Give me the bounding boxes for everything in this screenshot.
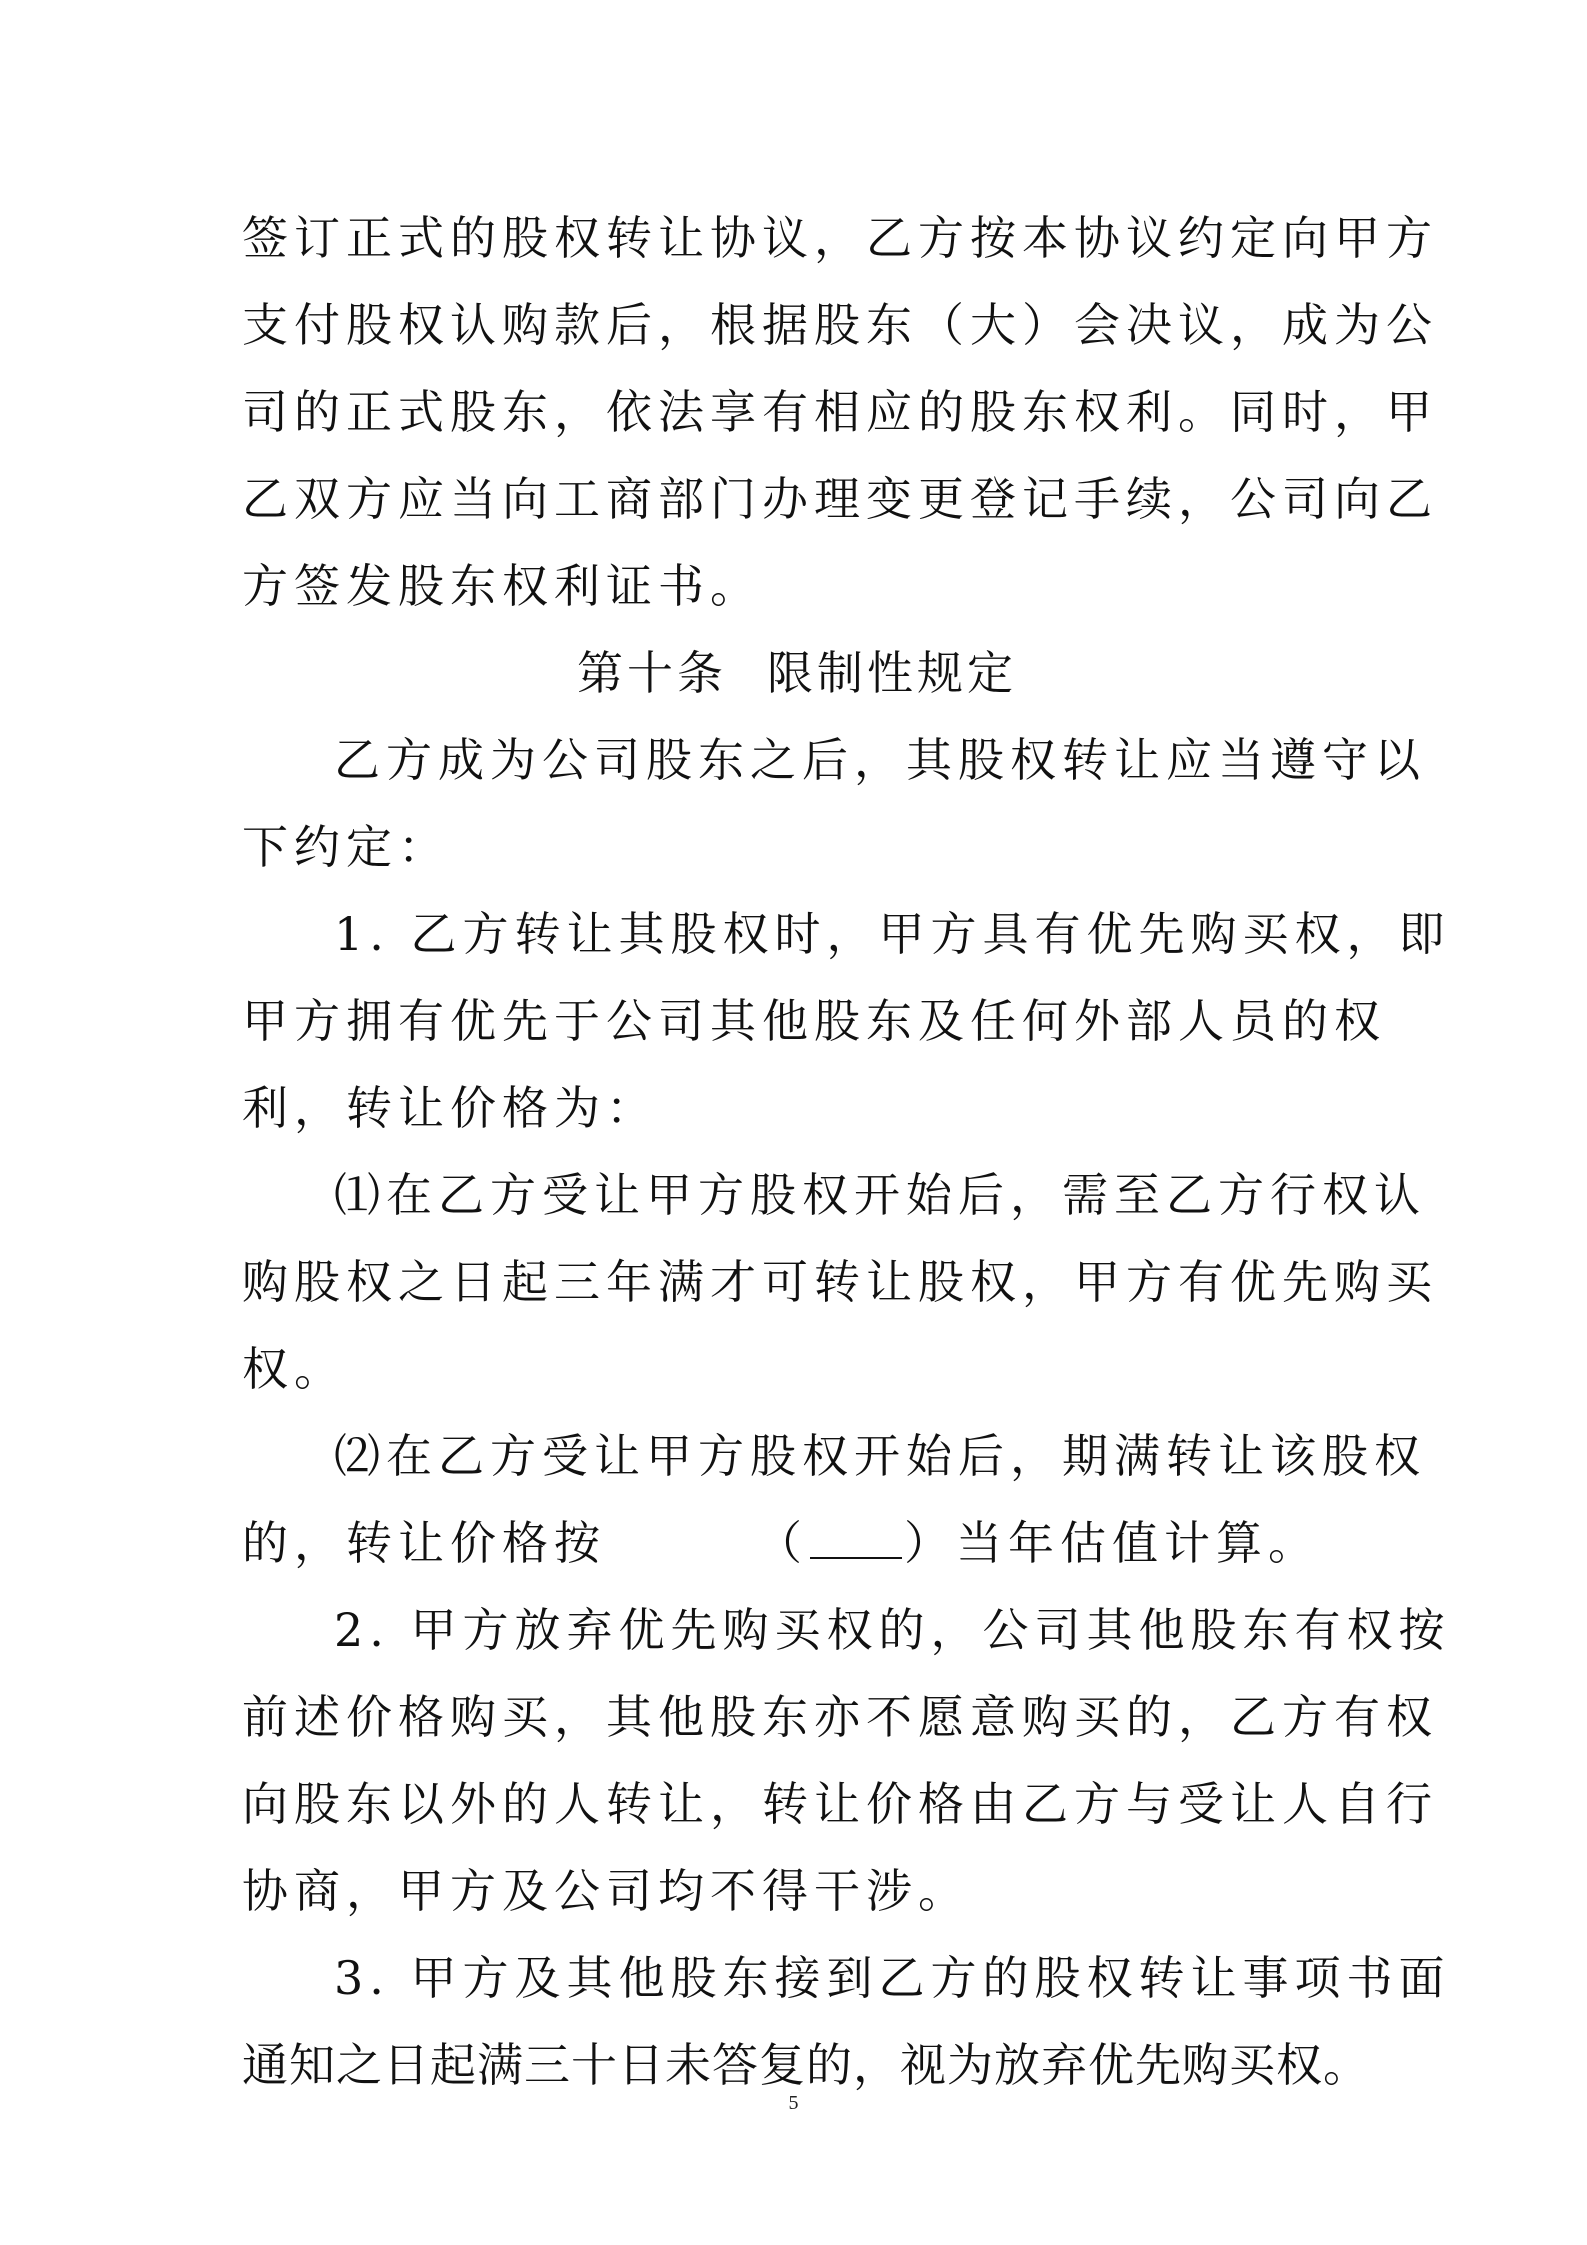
text-line-with-blank (242, 1500, 1352, 1587)
document-body (242, 195, 1451, 2109)
text-line: 下约定： (242, 820, 450, 874)
paren-open: （ (756, 1516, 808, 1570)
text-line: 协商，甲方及公司均不得干涉。 (242, 1864, 970, 1918)
text-line: 利，转让价格为： (242, 1081, 658, 1135)
paren-close: ） (904, 1516, 956, 1570)
text-line: 方签发股东权利证书。 (242, 559, 762, 613)
article-number: 第十条 (577, 646, 727, 700)
page-number: 5 (788, 2092, 799, 2114)
text-line: 权。 (242, 1342, 346, 1396)
text-line: 甲方拥有优先于公司其他股东及任何外部人员的权 (242, 994, 1386, 1048)
text-line: 乙方成为公司股东之后，其股权转让应当遵守以 (334, 733, 1426, 787)
text-line: 签订正式的股权转让协议，乙方按本协议约定向甲方 (242, 211, 1438, 265)
text-line: ⑴在乙方受让甲方股权开始后，需至乙方行权认 (334, 1168, 1426, 1222)
text-line: 乙双方应当向工商部门办理变更登记手续，公司向乙 (242, 472, 1438, 526)
article-heading (242, 630, 1352, 717)
text-line: 3. 甲方及其他股东接到乙方的股权转让事项书面 (334, 1951, 1451, 2005)
text-line: 司的正式股东，依法享有相应的股东权利。同时，甲 (242, 385, 1438, 439)
text-line: 通知之日起满三十日未答复的，视为放弃优先购买权。 (242, 2038, 1370, 2092)
text-line: ⑵在乙方受让甲方股权开始后，期满转让该股权 (334, 1429, 1426, 1483)
text-line: 2. 甲方放弃优先购买权的，公司其他股东有权按 (334, 1603, 1451, 1657)
text-segment: 的，转让价格按 (242, 1516, 606, 1570)
text-line: 支付股权认购款后，根据股东（大）会决议，成为公 (242, 298, 1438, 352)
text-line: 1. 乙方转让其股权时，甲方具有优先购买权，即 (334, 907, 1451, 961)
valuation-blank-field (810, 1519, 902, 1559)
text-segment: 当年估值计算。 (956, 1516, 1320, 1570)
text-line: 前述价格购买，其他股东亦不愿意购买的，乙方有权 (242, 1690, 1438, 1744)
text-line: 购股权之日起三年满才可转让股权，甲方有优先购买 (242, 1255, 1438, 1309)
text-line: 向股东以外的人转让，转让价格由乙方与受让人自行 (242, 1777, 1438, 1831)
article-title: 限制性规定 (767, 646, 1017, 700)
